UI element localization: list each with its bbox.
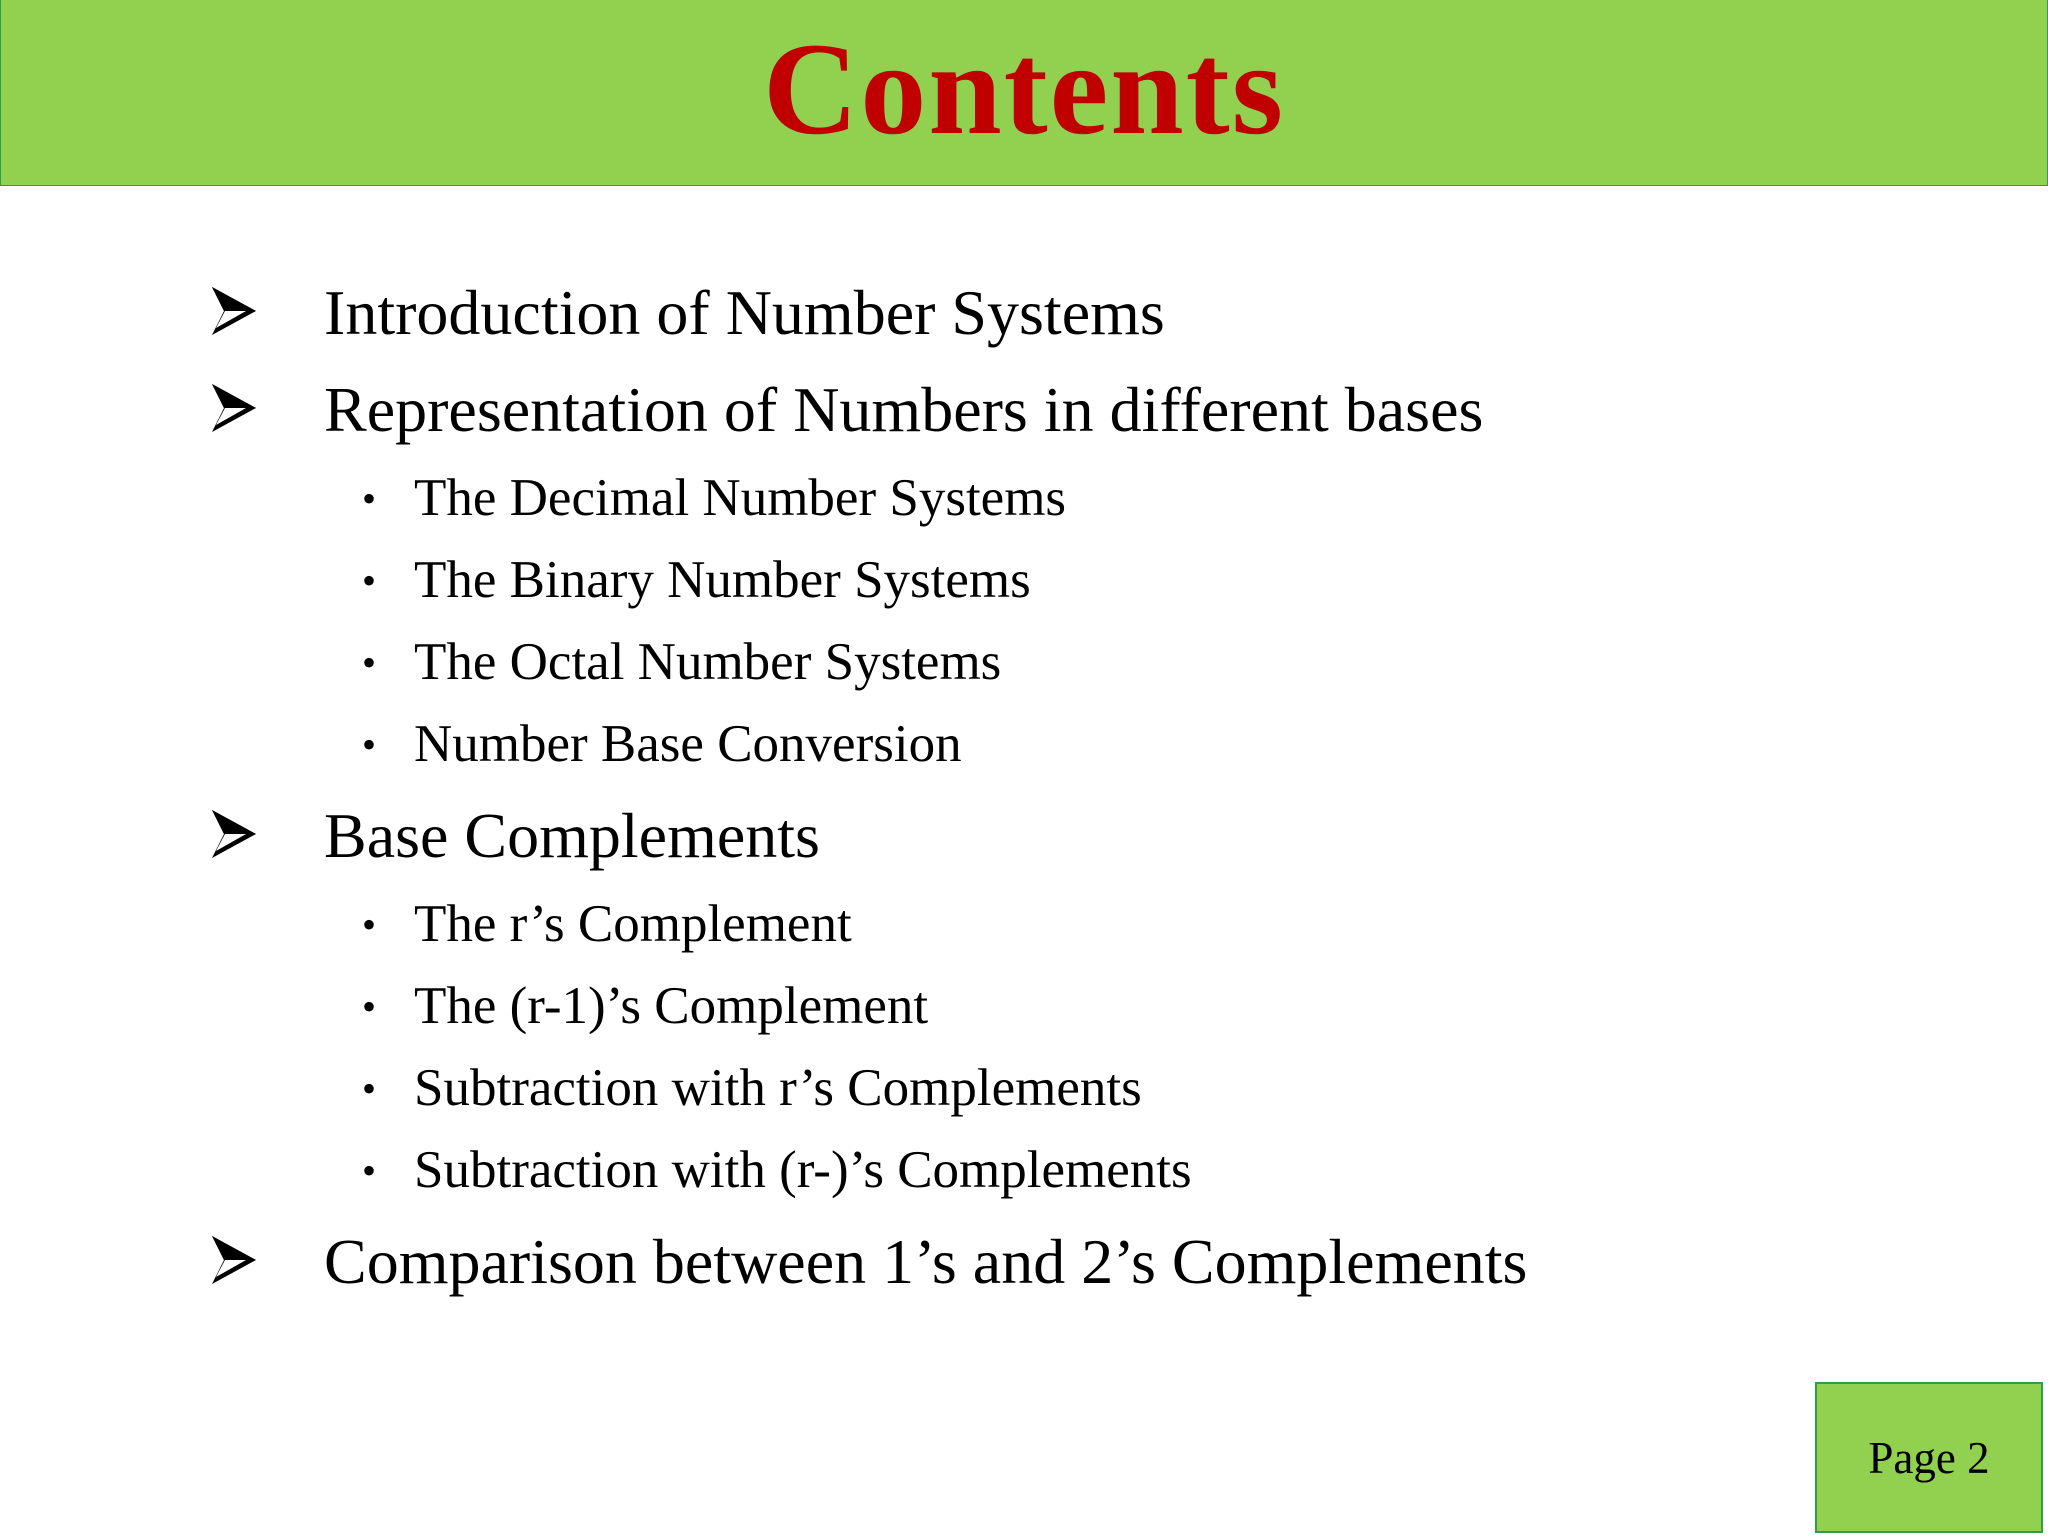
outline-item-label: The Decimal Number Systems	[414, 469, 1067, 527]
outline-item-label: The Binary Number Systems	[414, 551, 1031, 609]
bullet-dot-icon: •	[362, 640, 377, 685]
bullet-dot-icon: •	[362, 984, 377, 1029]
outline-item-label: Number Base Conversion	[414, 715, 962, 773]
outline-item-label: The (r-1)’s Complement	[414, 977, 929, 1035]
outline-item-label: The Octal Number Systems	[414, 633, 1002, 691]
outline-item-label: The r’s Complement	[414, 895, 852, 953]
slide-title: Contents	[762, 14, 1286, 162]
arrow-bullet-icon	[210, 285, 258, 337]
bullet-dot-icon: •	[362, 1066, 377, 1111]
bullet-dot-icon: •	[362, 1148, 377, 1193]
bullet-dot-icon: •	[362, 722, 377, 767]
arrow-bullet-icon	[210, 808, 258, 860]
arrow-bullet-icon	[210, 382, 258, 434]
outline-item-label: Base Complements	[324, 800, 820, 871]
outline-item-label: Introduction of Number Systems	[324, 277, 1165, 348]
arrow-bullet-icon	[210, 1234, 258, 1286]
page-number-box	[1815, 1382, 2043, 1533]
bullet-dot-icon: •	[362, 558, 377, 603]
outline-item-label: Comparison between 1’s and 2’s Complements	[324, 1226, 1528, 1297]
page-number: Page 2	[1868, 1432, 1990, 1483]
bullet-dot-icon: •	[362, 476, 377, 521]
outline-item-label: Subtraction with r’s Complements	[414, 1059, 1142, 1117]
outline-item-label: Subtraction with (r-)’s Complements	[414, 1141, 1192, 1199]
outline-item-label: Representation of Numbers in different bases	[324, 374, 1484, 445]
bullet-dot-icon: •	[362, 902, 377, 947]
